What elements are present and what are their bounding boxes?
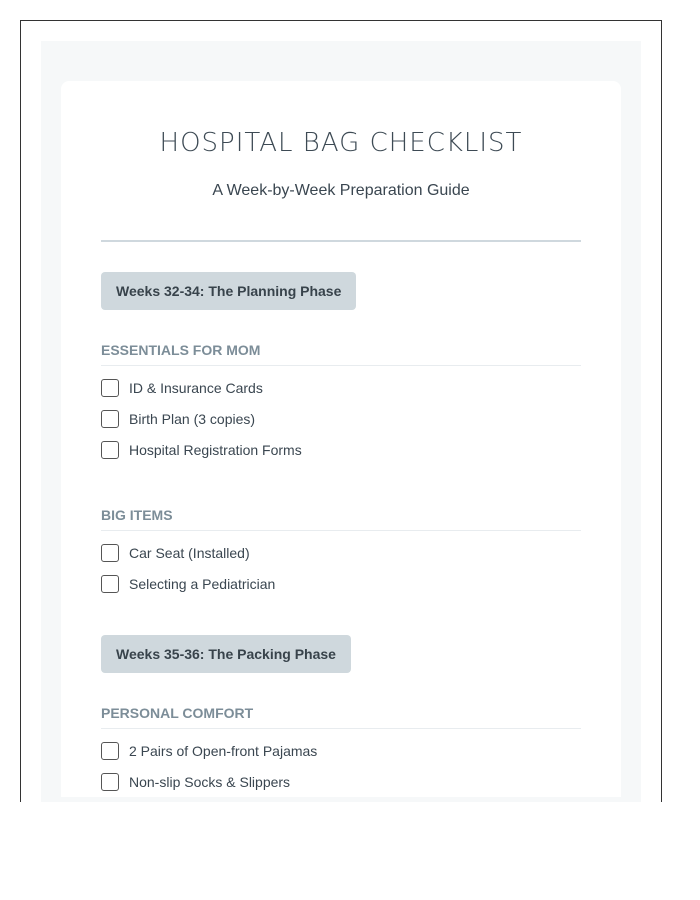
checklist: [101, 372, 581, 465]
item-label: 2 Pairs of Open-front Pajamas: [129, 742, 318, 759]
checkbox[interactable]: [101, 575, 119, 593]
phase-badge: Weeks 32-34: The Planning Phase: [101, 272, 356, 310]
checkbox[interactable]: [101, 441, 119, 459]
checklist-item[interactable]: [101, 403, 581, 434]
checklist: [101, 735, 581, 797]
checklist-item[interactable]: [101, 735, 581, 766]
checklist-card: [61, 81, 621, 797]
page-background: [41, 41, 641, 802]
checklist-item[interactable]: [101, 372, 581, 403]
checkbox[interactable]: [101, 379, 119, 397]
item-label: Car Seat (Installed): [129, 544, 250, 561]
page-frame: [20, 20, 662, 802]
checkbox[interactable]: [101, 742, 119, 760]
checkbox[interactable]: [101, 544, 119, 562]
item-label: Birth Plan (3 copies): [129, 410, 256, 427]
section-title: PERSONAL COMFORT: [101, 704, 581, 729]
page-title: HOSPITAL BAG CHECKLIST: [159, 128, 523, 158]
item-label: Selecting a Pediatrician: [129, 575, 276, 592]
header-divider: [101, 240, 581, 242]
item-label: Non-slip Socks & Slippers: [129, 773, 291, 790]
checklist: [101, 537, 581, 599]
section-title: ESSENTIALS FOR MOM: [101, 341, 581, 366]
item-label: ID & Insurance Cards: [129, 379, 263, 396]
checkbox[interactable]: [101, 773, 119, 791]
checkbox[interactable]: [101, 410, 119, 428]
checklist-item[interactable]: [101, 537, 581, 568]
phase-badge: Weeks 35-36: The Packing Phase: [101, 635, 351, 673]
checklist-item[interactable]: [101, 766, 581, 797]
section-title: BIG ITEMS: [101, 506, 581, 531]
page-subtitle: A Week-by-Week Preparation Guide: [212, 182, 470, 199]
item-label: Hospital Registration Forms: [129, 441, 302, 458]
checklist-item[interactable]: [101, 434, 581, 465]
checklist-item[interactable]: [101, 568, 581, 599]
